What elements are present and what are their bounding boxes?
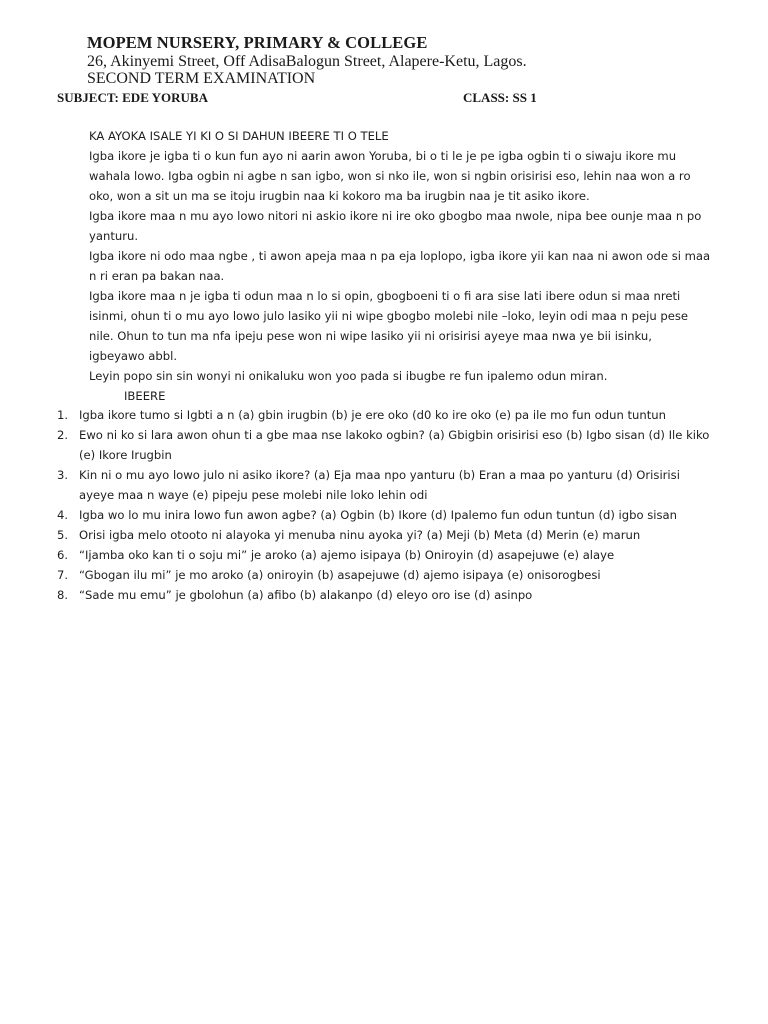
- question-item: [57, 425, 711, 465]
- question-text: Igba ikore tumo si Igbti a n (a) gbin irugbin (b) je ere oko (d0 ko ire oko (e) pa ile mo fun odun tuntun: [79, 408, 666, 422]
- question-number: 6.: [57, 548, 69, 562]
- exam-title: SECOND TERM EXAMINATION: [87, 70, 316, 87]
- passage-paragraph: Igba ikore maa n je igba ti odun maa n lo si opin, gbogboeni ti o fi ara sise lati ibere odun si maa nreti isinmi, ohun ti o mu ayo lowo julo lasiko yii ni wipe gbogbo molebi nile –loko, leyin odi maa n peju pese nile. Ohun to tun ma nfa ipeju pese won ni wipe lasiko yii ni orisirisi ayeye maa nwa ye bii isinku, igbeyawo abbl.: [89, 289, 689, 363]
- passage-paragraph: Igba ikore je igba ti o kun fun ayo ni aarin awon Yoruba, bi o ti le je pe igba ogbin ti o siwaju ikore mu wahala lowo. Igba ogbin ni agbe n san igbo, won si nko ile, won si ngbin orisirisi eso, lehin naa won a ro oko, won a sit un ma se itoju irugbin naa ki kokoro ma ba irugbin naa je tit asiko ikore.: [89, 149, 691, 203]
- passage-paragraph: Leyin popo sin sin wonyi ni onikaluku won yoo pada si ibugbe re fun ipalemo odun miran.: [89, 369, 608, 383]
- question-text: Igba wo lo mu inira lowo fun awon agbe? (a) Ogbin (b) Ikore (d) Ipalemo fun odun tuntun (d) igbo sisan: [79, 508, 678, 522]
- question-number: 7.: [57, 568, 69, 582]
- passage-instruction: KA AYOKA ISALE YI KI O SI DAHUN IBEERE TI O TELE: [89, 129, 389, 143]
- question-number: 5.: [57, 528, 69, 542]
- question-number: 8.: [57, 588, 69, 602]
- question-item: [57, 545, 711, 565]
- questions-heading: IBEERE: [124, 389, 166, 403]
- passage-paragraph: Igba ikore ni odo maa ngbe , ti awon apeja maa n pa eja loplopo, igba ikore yii kan naa ni awon ode si maa n ri eran pa bakan naa.: [89, 249, 711, 283]
- question-number: 4.: [57, 508, 69, 522]
- question-text: Ewo ni ko si lara awon ohun ti a gbe maa nse lakoko ogbin? (a) Gbigbin orisirisi eso (b) Igbo sisan (d) Ile kiko (e) Ikore Irugbin: [79, 428, 710, 462]
- question-text: Kin ni o mu ayo lowo julo ni asiko ikore? (a) Eja maa npo yanturu (b) Eran a maa po yanturu (d) Orisirisi ayeye maa n waye (e) pipeju pese molebi nile loko lehin odi: [79, 468, 680, 502]
- school-name: MOPEM NURSERY, PRIMARY & COLLEGE: [87, 33, 428, 52]
- question-text: “Sade mu emu” je gbolohun (a) afibo (b) alakanpo (d) eleyo oro ise (d) asinpo: [79, 588, 533, 602]
- question-item: [57, 505, 711, 525]
- question-number: 1.: [57, 408, 69, 422]
- question-item: [57, 405, 711, 425]
- question-number: 2.: [57, 428, 69, 442]
- passage-paragraph: Igba ikore maa n mu ayo lowo nitori ni askio ikore ni ire oko gbogbo maa nwole, nipa bee ounje maa n po yanturu.: [89, 209, 702, 243]
- question-list: [57, 405, 711, 605]
- comprehension-passage: [89, 146, 711, 386]
- question-text: “Gbogan ilu mi” je mo aroko (a) oniroyin (b) asapejuwe (d) ajemo isipaya (e) onisorogbesi: [79, 568, 601, 582]
- question-number: 3.: [57, 468, 69, 482]
- question-item: [57, 465, 711, 505]
- question-text: Orisi igba melo otooto ni alayoka yi menuba ninu ayoka yi? (a) Meji (b) Meta (d) Merin (e) marun: [79, 528, 641, 542]
- question-text: “Ijamba oko kan ti o soju mi” je aroko (a) ajemo isipaya (b) Oniroyin (d) asapejuwe (e) alaye: [79, 548, 615, 562]
- question-item: [57, 525, 711, 545]
- subject-label: SUBJECT: EDE YORUBA: [57, 90, 208, 105]
- class-label: CLASS: SS 1: [463, 90, 537, 105]
- question-item: [57, 585, 711, 605]
- question-item: [57, 565, 711, 585]
- school-address: 26, Akinyemi Street, Off AdisaBalogun Street, Alapere-Ketu, Lagos.: [87, 53, 527, 70]
